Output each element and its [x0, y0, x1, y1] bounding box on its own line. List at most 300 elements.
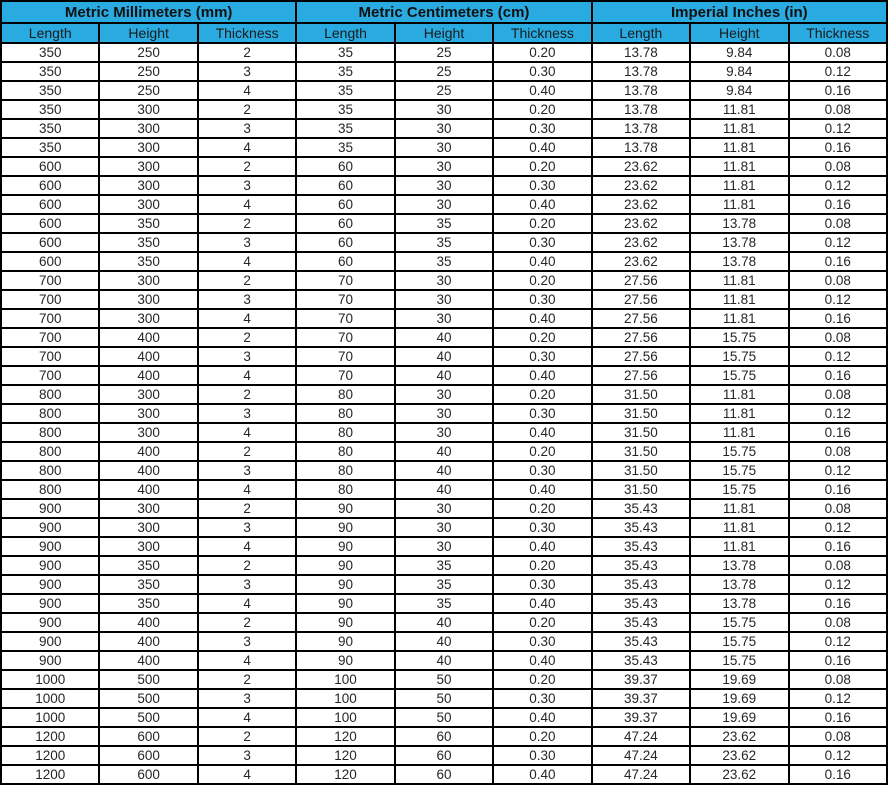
cell: 0.08 — [789, 328, 888, 347]
cell: 400 — [99, 442, 197, 461]
cell: 500 — [99, 689, 197, 708]
table-row — [1, 651, 887, 670]
cell: 0.40 — [493, 423, 591, 442]
cell: 4 — [198, 138, 296, 157]
table-row — [1, 670, 887, 689]
cell: 40 — [395, 461, 493, 480]
cell: 30 — [395, 423, 493, 442]
table-row — [1, 480, 887, 499]
cell: 0.40 — [493, 195, 591, 214]
cell: 300 — [99, 537, 197, 556]
table-row — [1, 499, 887, 518]
cell: 0.30 — [493, 62, 591, 81]
cell: 0.30 — [493, 233, 591, 252]
table-row — [1, 556, 887, 575]
cell: 120 — [296, 727, 394, 746]
cell: 40 — [395, 347, 493, 366]
cell: 60 — [296, 214, 394, 233]
cell: 23.62 — [592, 214, 690, 233]
cell: 0.16 — [789, 765, 888, 784]
cell: 900 — [1, 556, 99, 575]
cell: 300 — [99, 423, 197, 442]
cell: 700 — [1, 290, 99, 309]
cell: 80 — [296, 461, 394, 480]
cell: 350 — [99, 556, 197, 575]
cell: 40 — [395, 632, 493, 651]
cell: 100 — [296, 689, 394, 708]
cell: 25 — [395, 43, 493, 62]
cell: 0.40 — [493, 480, 591, 499]
cell: 600 — [1, 176, 99, 195]
cell: 30 — [395, 157, 493, 176]
cell: 350 — [1, 100, 99, 119]
cell: 2 — [198, 157, 296, 176]
table-row — [1, 575, 887, 594]
table-row — [1, 594, 887, 613]
cell: 3 — [198, 518, 296, 537]
cell: 31.50 — [592, 442, 690, 461]
cell: 11.81 — [690, 385, 788, 404]
cell: 500 — [99, 670, 197, 689]
cell: 30 — [395, 309, 493, 328]
cell: 2 — [198, 499, 296, 518]
cell: 0.16 — [789, 195, 888, 214]
table-row — [1, 157, 887, 176]
cell: 0.20 — [493, 442, 591, 461]
cell: 2 — [198, 613, 296, 632]
cell: 35.43 — [592, 537, 690, 556]
cell: 30 — [395, 537, 493, 556]
cell: 4 — [198, 594, 296, 613]
cell: 11.81 — [690, 290, 788, 309]
table-row — [1, 328, 887, 347]
table-row — [1, 252, 887, 271]
cell: 11.81 — [690, 195, 788, 214]
cell: 3 — [198, 689, 296, 708]
col-header-cm-height: Height — [395, 23, 493, 43]
cell: 300 — [99, 176, 197, 195]
cell: 13.78 — [690, 594, 788, 613]
group-header-cm: Metric Centimeters (cm) — [296, 1, 591, 23]
col-header-mm-height: Height — [99, 23, 197, 43]
cell: 35 — [395, 214, 493, 233]
cell: 0.12 — [789, 746, 888, 765]
cell: 3 — [198, 233, 296, 252]
cell: 70 — [296, 366, 394, 385]
cell: 300 — [99, 271, 197, 290]
cell: 90 — [296, 632, 394, 651]
cell: 40 — [395, 480, 493, 499]
cell: 11.81 — [690, 423, 788, 442]
cell: 350 — [1, 43, 99, 62]
cell: 350 — [99, 575, 197, 594]
cell: 11.81 — [690, 119, 788, 138]
table-row — [1, 100, 887, 119]
cell: 0.12 — [789, 119, 888, 138]
cell: 35.43 — [592, 518, 690, 537]
cell: 19.69 — [690, 689, 788, 708]
cell: 3 — [198, 575, 296, 594]
cell: 35.43 — [592, 556, 690, 575]
cell: 0.20 — [493, 157, 591, 176]
cell: 0.08 — [789, 43, 888, 62]
cell: 0.30 — [493, 518, 591, 537]
cell: 23.62 — [690, 727, 788, 746]
cell: 2 — [198, 100, 296, 119]
cell: 35 — [296, 100, 394, 119]
cell: 300 — [99, 290, 197, 309]
table-row — [1, 461, 887, 480]
cell: 15.75 — [690, 613, 788, 632]
cell: 1200 — [1, 727, 99, 746]
cell: 0.40 — [493, 765, 591, 784]
cell: 19.69 — [690, 708, 788, 727]
cell: 3 — [198, 62, 296, 81]
cell: 0.08 — [789, 727, 888, 746]
cell: 3 — [198, 632, 296, 651]
cell: 800 — [1, 385, 99, 404]
cell: 0.12 — [789, 404, 888, 423]
cell: 35 — [296, 62, 394, 81]
cell: 39.37 — [592, 708, 690, 727]
cell: 60 — [296, 157, 394, 176]
cell: 0.12 — [789, 62, 888, 81]
cell: 15.75 — [690, 347, 788, 366]
cell: 0.12 — [789, 518, 888, 537]
table-body — [1, 43, 887, 784]
cell: 1000 — [1, 689, 99, 708]
cell: 70 — [296, 309, 394, 328]
cell: 0.16 — [789, 81, 888, 100]
table-row — [1, 195, 887, 214]
cell: 2 — [198, 214, 296, 233]
cell: 30 — [395, 385, 493, 404]
cell: 19.69 — [690, 670, 788, 689]
table-header — [1, 1, 887, 43]
table-row — [1, 62, 887, 81]
cell: 11.81 — [690, 518, 788, 537]
cell: 80 — [296, 480, 394, 499]
cell: 27.56 — [592, 290, 690, 309]
cell: 0.12 — [789, 176, 888, 195]
cell: 0.40 — [493, 651, 591, 670]
cell: 0.16 — [789, 138, 888, 157]
cell: 13.78 — [592, 81, 690, 100]
cell: 23.62 — [592, 176, 690, 195]
cell: 0.30 — [493, 632, 591, 651]
cell: 70 — [296, 328, 394, 347]
cell: 3 — [198, 461, 296, 480]
cell: 4 — [198, 765, 296, 784]
cell: 11.81 — [690, 157, 788, 176]
col-header-in-length: Length — [592, 23, 690, 43]
cell: 600 — [99, 765, 197, 784]
cell: 0.16 — [789, 537, 888, 556]
cell: 350 — [99, 233, 197, 252]
cell: 90 — [296, 575, 394, 594]
cell: 900 — [1, 651, 99, 670]
cell: 15.75 — [690, 328, 788, 347]
cell: 35.43 — [592, 594, 690, 613]
cell: 4 — [198, 309, 296, 328]
cell: 25 — [395, 81, 493, 100]
cell: 80 — [296, 404, 394, 423]
cell: 300 — [99, 518, 197, 537]
cell: 40 — [395, 442, 493, 461]
cell: 100 — [296, 670, 394, 689]
cell: 0.40 — [493, 81, 591, 100]
cell: 80 — [296, 442, 394, 461]
cell: 600 — [1, 252, 99, 271]
cell: 0.16 — [789, 708, 888, 727]
cell: 0.40 — [493, 138, 591, 157]
cell: 47.24 — [592, 727, 690, 746]
cell: 35 — [296, 138, 394, 157]
cell: 23.62 — [592, 195, 690, 214]
cell: 400 — [99, 632, 197, 651]
cell: 100 — [296, 708, 394, 727]
table-row — [1, 138, 887, 157]
cell: 900 — [1, 575, 99, 594]
cell: 0.12 — [789, 575, 888, 594]
cell: 0.20 — [493, 328, 591, 347]
cell: 0.08 — [789, 385, 888, 404]
cell: 4 — [198, 195, 296, 214]
cell: 30 — [395, 100, 493, 119]
cell: 70 — [296, 290, 394, 309]
col-header-cm-length: Length — [296, 23, 394, 43]
cell: 2 — [198, 271, 296, 290]
col-header-mm-thickness: Thickness — [198, 23, 296, 43]
cell: 2 — [198, 556, 296, 575]
cell: 35.43 — [592, 499, 690, 518]
table-row — [1, 309, 887, 328]
table-row — [1, 290, 887, 309]
cell: 80 — [296, 423, 394, 442]
cell: 300 — [99, 195, 197, 214]
cell: 300 — [99, 385, 197, 404]
cell: 30 — [395, 119, 493, 138]
cell: 350 — [1, 62, 99, 81]
cell: 31.50 — [592, 461, 690, 480]
cell: 700 — [1, 347, 99, 366]
column-header-row — [1, 23, 887, 43]
cell: 30 — [395, 499, 493, 518]
table-row — [1, 347, 887, 366]
table-row — [1, 518, 887, 537]
cell: 4 — [198, 252, 296, 271]
cell: 11.81 — [690, 271, 788, 290]
cell: 4 — [198, 81, 296, 100]
cell: 60 — [395, 727, 493, 746]
group-header-mm: Metric Millimeters (mm) — [1, 1, 296, 23]
cell: 90 — [296, 556, 394, 575]
cell: 30 — [395, 404, 493, 423]
cell: 13.78 — [690, 214, 788, 233]
cell: 60 — [395, 746, 493, 765]
cell: 0.20 — [493, 499, 591, 518]
group-header-in: Imperial Inches (in) — [592, 1, 887, 23]
cell: 900 — [1, 518, 99, 537]
cell: 3 — [198, 746, 296, 765]
cell: 27.56 — [592, 328, 690, 347]
cell: 4 — [198, 651, 296, 670]
cell: 0.20 — [493, 214, 591, 233]
cell: 0.08 — [789, 271, 888, 290]
cell: 0.20 — [493, 556, 591, 575]
cell: 50 — [395, 708, 493, 727]
cell: 400 — [99, 480, 197, 499]
cell: 70 — [296, 271, 394, 290]
cell: 400 — [99, 328, 197, 347]
cell: 80 — [296, 385, 394, 404]
cell: 11.81 — [690, 100, 788, 119]
cell: 0.30 — [493, 575, 591, 594]
cell: 0.30 — [493, 689, 591, 708]
table-row — [1, 613, 887, 632]
cell: 0.12 — [789, 347, 888, 366]
cell: 600 — [1, 214, 99, 233]
cell: 15.75 — [690, 632, 788, 651]
cell: 0.40 — [493, 252, 591, 271]
cell: 13.78 — [592, 43, 690, 62]
cell: 3 — [198, 347, 296, 366]
cell: 0.08 — [789, 613, 888, 632]
cell: 350 — [1, 81, 99, 100]
cell: 50 — [395, 689, 493, 708]
table-row — [1, 214, 887, 233]
table-row — [1, 176, 887, 195]
cell: 23.62 — [690, 746, 788, 765]
cell: 15.75 — [690, 480, 788, 499]
cell: 800 — [1, 442, 99, 461]
table-row — [1, 632, 887, 651]
cell: 3 — [198, 404, 296, 423]
cell: 900 — [1, 632, 99, 651]
cell: 250 — [99, 62, 197, 81]
cell: 13.78 — [690, 575, 788, 594]
cell: 3 — [198, 119, 296, 138]
cell: 90 — [296, 518, 394, 537]
cell: 0.12 — [789, 233, 888, 252]
cell: 0.16 — [789, 480, 888, 499]
cell: 11.81 — [690, 537, 788, 556]
cell: 0.20 — [493, 100, 591, 119]
table-row — [1, 423, 887, 442]
cell: 400 — [99, 461, 197, 480]
table-row — [1, 233, 887, 252]
cell: 35.43 — [592, 651, 690, 670]
table-row — [1, 43, 887, 62]
cell: 47.24 — [592, 746, 690, 765]
cell: 70 — [296, 347, 394, 366]
cell: 700 — [1, 366, 99, 385]
table-row — [1, 119, 887, 138]
cell: 300 — [99, 119, 197, 138]
cell: 13.78 — [690, 233, 788, 252]
cell: 400 — [99, 366, 197, 385]
cell: 13.78 — [592, 100, 690, 119]
cell: 90 — [296, 499, 394, 518]
cell: 0.30 — [493, 404, 591, 423]
cell: 30 — [395, 195, 493, 214]
cell: 90 — [296, 537, 394, 556]
cell: 90 — [296, 651, 394, 670]
cell: 30 — [395, 271, 493, 290]
cell: 0.16 — [789, 594, 888, 613]
cell: 35 — [395, 252, 493, 271]
cell: 120 — [296, 765, 394, 784]
cell: 0.40 — [493, 366, 591, 385]
cell: 13.78 — [690, 556, 788, 575]
cell: 30 — [395, 138, 493, 157]
cell: 35.43 — [592, 613, 690, 632]
cell: 0.12 — [789, 290, 888, 309]
cell: 600 — [1, 157, 99, 176]
cell: 35 — [395, 233, 493, 252]
cell: 0.16 — [789, 651, 888, 670]
cell: 40 — [395, 613, 493, 632]
table-row — [1, 442, 887, 461]
cell: 1200 — [1, 765, 99, 784]
cell: 0.30 — [493, 176, 591, 195]
cell: 0.12 — [789, 632, 888, 651]
cell: 600 — [99, 746, 197, 765]
cell: 0.40 — [493, 594, 591, 613]
cell: 0.20 — [493, 271, 591, 290]
cell: 2 — [198, 670, 296, 689]
cell: 600 — [1, 233, 99, 252]
cell: 31.50 — [592, 404, 690, 423]
cell: 35 — [395, 594, 493, 613]
cell: 11.81 — [690, 138, 788, 157]
cell: 0.08 — [789, 499, 888, 518]
cell: 0.16 — [789, 252, 888, 271]
cell: 600 — [99, 727, 197, 746]
cell: 0.16 — [789, 366, 888, 385]
cell: 9.84 — [690, 81, 788, 100]
cell: 13.78 — [690, 252, 788, 271]
cell: 35.43 — [592, 632, 690, 651]
cell: 1000 — [1, 670, 99, 689]
table-row — [1, 765, 887, 784]
cell: 0.12 — [789, 689, 888, 708]
cell: 700 — [1, 309, 99, 328]
cell: 400 — [99, 347, 197, 366]
cell: 0.08 — [789, 442, 888, 461]
cell: 25 — [395, 62, 493, 81]
cell: 11.81 — [690, 404, 788, 423]
cell: 900 — [1, 537, 99, 556]
cell: 0.20 — [493, 385, 591, 404]
cell: 2 — [198, 328, 296, 347]
cell: 0.20 — [493, 43, 591, 62]
cell: 35 — [395, 575, 493, 594]
cell: 300 — [99, 309, 197, 328]
cell: 4 — [198, 366, 296, 385]
cell: 900 — [1, 499, 99, 518]
cell: 300 — [99, 404, 197, 423]
cell: 0.08 — [789, 157, 888, 176]
cell: 27.56 — [592, 271, 690, 290]
cell: 90 — [296, 594, 394, 613]
cell: 60 — [395, 765, 493, 784]
cell: 900 — [1, 594, 99, 613]
cell: 31.50 — [592, 423, 690, 442]
cell: 50 — [395, 670, 493, 689]
cell: 40 — [395, 366, 493, 385]
cell: 1000 — [1, 708, 99, 727]
